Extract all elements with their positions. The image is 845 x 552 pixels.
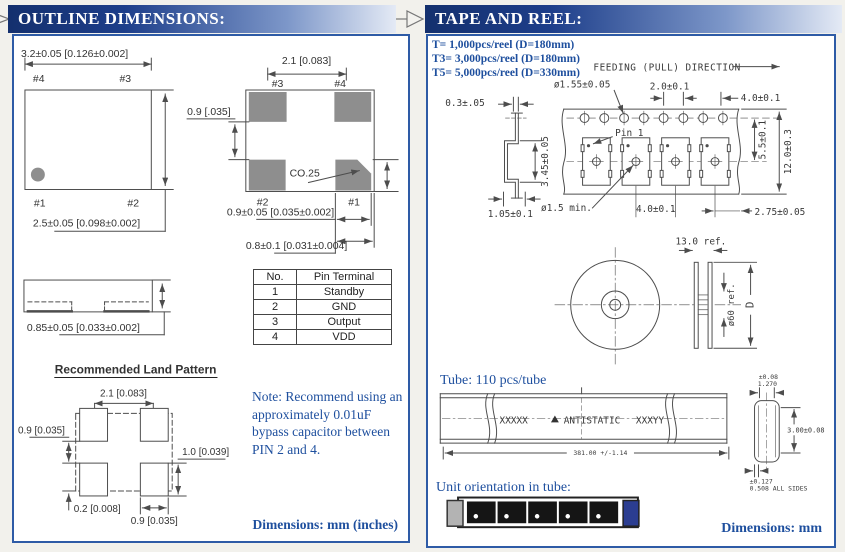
tape-top-view xyxy=(541,79,805,217)
outline-dimensions-title: OUTLINE DIMENSIONS: xyxy=(18,9,226,28)
tube-stopper-blue xyxy=(623,500,639,526)
bottom-view-pin2-label: #2 xyxy=(256,197,269,209)
tape-and-reel-header xyxy=(425,5,842,33)
tube-wall-tolerance: ±0.127 xyxy=(749,477,773,486)
table-row xyxy=(254,315,392,330)
pin-terminal: VDD xyxy=(297,330,392,345)
pin-terminal: Output xyxy=(297,315,392,330)
pin-terminal: GND xyxy=(297,300,392,315)
land-dim-right: 1.0 [0.039] xyxy=(182,447,230,459)
pin-number: 2 xyxy=(254,300,297,315)
reel-option-t: T= 1,000pcs/reel (D=180mm) xyxy=(432,39,575,51)
tube-stopper-gray xyxy=(447,500,463,526)
table-row xyxy=(254,285,392,300)
pad-4 xyxy=(334,92,371,122)
tape-cross-section xyxy=(445,97,551,220)
table-row xyxy=(254,330,392,345)
sprocket-hole-dia-label: ø1.55±0.05 xyxy=(553,79,611,91)
feeding-direction xyxy=(593,63,779,74)
land-dim-left: 0.9 [0.035] xyxy=(17,425,65,437)
land-dim-bottom: 0.9 [0.035] xyxy=(130,515,178,527)
bottom-view-pin3-label: #3 xyxy=(271,79,284,91)
top-view-dim-width: 3.2±0.05 [0.126±0.002] xyxy=(20,49,129,61)
tape-thickness-label: 0.3±.05 xyxy=(445,98,485,110)
pin-number: 3 xyxy=(254,315,297,330)
chamfer-label: CO.25 xyxy=(289,168,320,180)
outline-dimensions-header xyxy=(8,5,396,33)
tube-marking-antistatic: ANTISTATIC xyxy=(563,415,621,427)
table-row xyxy=(254,300,392,315)
land-dim-top: 2.1 [0.083] xyxy=(99,388,147,400)
tube-height-label: 3.00±0.08 xyxy=(787,426,825,435)
tube-length-label: 381.00 +/-1.14 xyxy=(573,449,628,458)
bypass-capacitor-note: Note: Recommend using an approximately 0.01uF bypass capacitor between PIN 2 and 4. xyxy=(252,389,403,457)
tube-marking-left: XXXXX xyxy=(499,415,528,427)
tape-reel-drawings xyxy=(428,36,834,542)
pad-3 xyxy=(249,92,287,122)
tube-capacity-label: Tube: 110 pcs/tube xyxy=(440,373,547,388)
top-view-drawing xyxy=(21,49,173,231)
pocket-bottom-width-label: 1.05±0.1 xyxy=(487,208,533,220)
bottom-view-dim-pad-offset: 0.8±0.1 [0.031±0.004] xyxy=(245,241,348,253)
bottom-view-dim-pad-width: 0.9±0.05 [0.035±0.002] xyxy=(226,207,335,219)
tube-width-tolerance: ±0.08 xyxy=(758,372,779,381)
top-view-dim-length: 2.5±0.05 [0.098±0.002] xyxy=(32,218,141,230)
pocket-pitch-label: 4.0±0.1 xyxy=(635,203,676,215)
outline-dimensions-panel xyxy=(12,34,410,543)
reel-width-label: 13.0 ref. xyxy=(675,236,727,248)
pin-terminal: Standby xyxy=(297,285,392,300)
reel-hub-dia-label: ø60 ref. xyxy=(726,283,737,327)
pin1-marker-dot xyxy=(31,168,45,182)
pin1-label: Pin 1 xyxy=(615,127,644,139)
bottom-view-dim-top: 2.1 [0.083] xyxy=(281,56,332,68)
bottom-view-dim-left: 0.9 [.035] xyxy=(187,106,231,118)
tube-wall-value: 0.508 ALL SIDES xyxy=(749,484,808,493)
tube-marking-right: XXXYY xyxy=(635,415,665,427)
tape-width-label: 12.0±0.3 xyxy=(783,129,795,175)
edge-distance-label: 2.75±0.05 xyxy=(754,206,806,218)
section-arrow-icon xyxy=(396,5,426,33)
top-view-pin4-label: #4 xyxy=(32,74,45,86)
pin-terminal-table xyxy=(253,269,392,345)
unit-orientation-label: Unit orientation in tube: xyxy=(436,480,571,495)
reel-option-t5: T5= 5,000pcs/reel (D=330mm) xyxy=(432,67,580,79)
pad-2 xyxy=(249,160,286,191)
pin-number: 4 xyxy=(254,330,297,345)
bottom-view-drawing xyxy=(187,56,398,253)
tube-width-value: 1.270 xyxy=(757,379,778,388)
side-view-drawing xyxy=(24,280,170,335)
antistatic-warning-icon xyxy=(551,416,559,423)
reel-flange-dia-label: D xyxy=(743,301,757,309)
edge-margin-label: 4.0±0.1 xyxy=(740,93,781,105)
reel-drawing xyxy=(555,237,758,367)
pin-number: 1 xyxy=(254,285,297,300)
side-view-dim-height: 0.85±0.05 [0.033±0.002] xyxy=(26,322,140,334)
land-pattern-title: Recommended Land Pattern xyxy=(54,362,217,377)
top-view-pin1-label: #1 xyxy=(33,198,46,210)
tube-drawing xyxy=(440,388,729,459)
half-width-label: 5.5±0.1 xyxy=(757,120,769,160)
land-pattern-drawing xyxy=(18,363,229,527)
top-view-pin3-label: #3 xyxy=(119,74,132,86)
bottom-view-pin4-label: #4 xyxy=(334,79,346,91)
tube-cross-section xyxy=(746,373,825,493)
tape-and-reel-panel xyxy=(426,34,836,548)
hole-pitch-label: 2.0±0.1 xyxy=(649,81,690,93)
reel-option-t3: T3= 3,000pcs/reel (D=180mm) xyxy=(432,53,580,65)
unit-orientation-strip xyxy=(447,498,639,528)
pin-table-header-no: No. xyxy=(254,270,297,285)
bottom-view-pin1-label: #1 xyxy=(348,197,360,209)
top-view-pin2-label: #2 xyxy=(127,198,140,210)
pocket-depth-label: 3.45±0.05 xyxy=(539,136,551,187)
land-dim-gap: 0.2 [0.008] xyxy=(73,503,121,515)
right-dimensions-unit-label: Dimensions: mm xyxy=(721,521,822,536)
tape-and-reel-title: TAPE AND REEL: xyxy=(435,9,583,28)
pocket-center-dia-label: ø1.5 min. xyxy=(541,202,592,214)
pin-table-header-terminal: Pin Terminal xyxy=(297,270,392,285)
feeding-direction-label: FEEDING (PULL) DIRECTION xyxy=(593,62,741,74)
left-dimensions-unit-label: Dimensions: mm (inches) xyxy=(252,517,398,532)
